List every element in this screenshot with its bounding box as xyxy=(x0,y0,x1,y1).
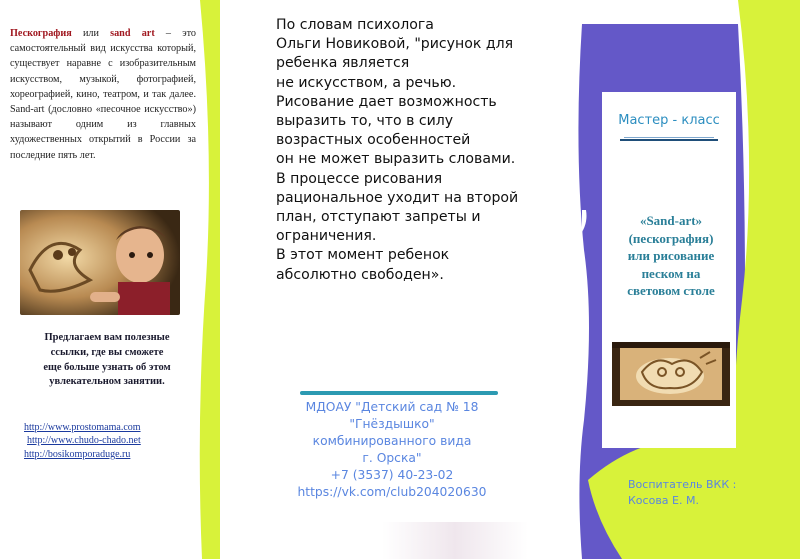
intro-term-en: sand art xyxy=(110,28,155,39)
sand-drawing-image xyxy=(612,342,730,406)
contact-line: г. Орска" xyxy=(362,451,422,466)
contact-line: МДОАУ "Детский сад № 18 xyxy=(305,400,479,414)
links-offer-text xyxy=(18,331,196,390)
cover-title: Мастер - класс xyxy=(618,113,720,128)
useful-links xyxy=(24,421,200,461)
subtitle-line: «Sand-art» xyxy=(639,213,703,228)
child-drawing-image xyxy=(20,210,180,315)
link-bosikomporaduge[interactable]: http://bosikomporaduge.ru xyxy=(24,448,131,460)
teacher-name: Косова Е. М. xyxy=(628,493,699,507)
teacher-credit xyxy=(628,477,758,508)
quote-line: В этот момент ребенок xyxy=(276,247,450,264)
quote-line: абсолютно свободен». xyxy=(276,266,444,283)
contact-phone: +7 (3537) 40-23-02 xyxy=(330,468,454,483)
quote-line: ограничения. xyxy=(276,228,377,245)
contact-divider xyxy=(300,391,498,395)
sand-table-photo xyxy=(612,342,730,406)
intro-body: – это самостоятельный вид искусства который, существует наравне с изобразительным искусством, музыкой, фотографией, хореографией, кино, театром, и так далее. Sand-art (дословно «песочное искусство») называют одним из главных художественных открытий в России за последние пять лет. xyxy=(10,28,196,161)
quote-line: он не может выразить словами. xyxy=(276,151,516,168)
quote-line: не искусством, а речью. xyxy=(276,74,457,91)
intro-paragraph xyxy=(10,26,196,163)
psychologist-quote xyxy=(276,16,526,285)
link-chudo-chado[interactable]: http://www.chudo-chado.net xyxy=(27,435,141,447)
offer-line: увлекательном занятии. xyxy=(49,376,165,388)
quote-line: выразить то, что в силу xyxy=(276,113,454,130)
quote-line: Ольги Новиковой, "рисунок для xyxy=(276,36,514,53)
subtitle-line: (пескография) xyxy=(628,230,714,246)
quote-line: По словам психолога xyxy=(276,17,434,33)
child-drawing-photo xyxy=(20,210,180,315)
offer-line: Предлагаем вам полезные xyxy=(44,332,170,343)
left-decorative-stripe xyxy=(196,0,220,559)
subtitle-line: световом столе xyxy=(627,283,715,299)
contact-line: комбинированного вида xyxy=(312,434,472,449)
cover-subtitle xyxy=(606,212,736,300)
quote-line: возрастных особенностей xyxy=(276,132,471,149)
quote-line: план, отступают запреты и xyxy=(276,209,481,226)
quote-line: Рисование дает возможность xyxy=(276,93,497,110)
offer-line: еще больше узнать об этом xyxy=(43,361,171,373)
teacher-line: Воспитатель ВКК : xyxy=(628,478,737,491)
offer-line: ссылки, где вы сможете xyxy=(50,346,164,358)
quote-line: ребенка является xyxy=(276,55,410,72)
contact-line: "Гнёздышко" xyxy=(349,417,435,432)
subtitle-line: песком на xyxy=(641,265,701,281)
kindergarten-contact xyxy=(282,399,502,502)
title-underline xyxy=(620,139,718,141)
quote-line: В процессе рисования xyxy=(276,170,443,187)
quote-line: рациональное уходит на второй xyxy=(276,189,519,206)
decorative-blur xyxy=(382,522,528,559)
subtitle-line: или рисование xyxy=(627,248,715,264)
link-prostomama[interactable]: http://www.prostomama.com xyxy=(24,422,141,433)
title-underline-light xyxy=(624,137,714,138)
intro-term-ru: Пескография xyxy=(10,28,72,39)
contact-vk-link[interactable]: https://vk.com/club204020630 xyxy=(297,485,487,500)
intro-or: или xyxy=(71,28,111,39)
